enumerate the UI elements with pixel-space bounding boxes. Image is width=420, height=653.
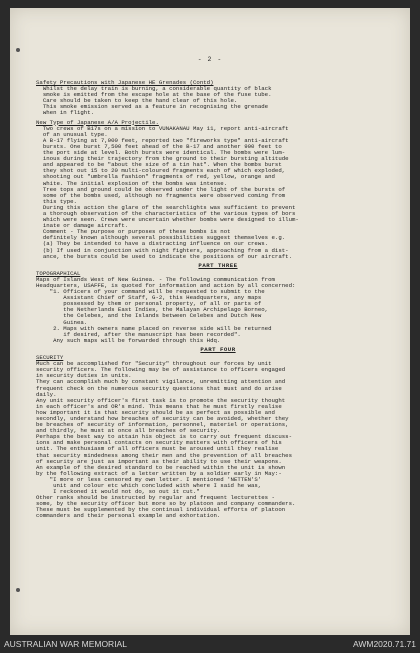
text-line: "I more or less censored my own letter. I mentioned 'NETTEN'S' <box>36 476 262 483</box>
punch-hole <box>16 588 20 592</box>
text-line: Perhaps the best way to attain his object is to carry out frequent discuss- <box>36 434 292 441</box>
text-line: white. The initial explosion of the bombs was intense. <box>36 180 228 187</box>
text-line: definitely known although several possibilities suggest themselves e.g. <box>36 235 286 242</box>
text-line: Headquarters, USAFFE, is quoted for information and action by all concerned: <box>36 283 296 289</box>
text-line: Care should be taken to keep the hand clear of this hole. <box>36 98 238 105</box>
footer-reference: AWM2020.71.71 <box>353 639 416 649</box>
text-line: in each officer's and OR's mind. This means that he must firstly realise <box>36 403 282 410</box>
text-line: secondly, understand how breaches of security can be avoided, whether they <box>36 415 289 422</box>
text-line: Much can be accomplished for "Security" throughout our forces by unit <box>36 361 272 368</box>
text-line: the Celebes, and the Islands between Celebes and Dutch New <box>36 313 262 320</box>
grenade-safety-section <box>36 80 400 117</box>
text-line: frequent check on the numerous security questions that must and do arise <box>36 385 282 392</box>
text-line: be breaches of security of information, personnel, materiel or operations, <box>36 422 289 429</box>
text-line: they shot out 15 to 20 multi-coloured fragments each of which exploded, <box>36 168 286 175</box>
text-line: ions and make personal contacts on security matters with officers of his <box>36 440 282 447</box>
section-title: TOPOGRAPHICAL <box>36 270 81 277</box>
text-line: A B-17 flying at 7,000 feet, reported two "fireworks type" anti-aircraft <box>36 137 289 144</box>
text-line: some of the bombs used, although no fragments were observed coming from <box>36 192 286 199</box>
text-line: when in flight. <box>36 110 95 117</box>
text-line: bursts. One burst 7,500 feet ahead of the B-17 and another 900 feet to <box>36 143 282 150</box>
text-line: Guinea. <box>36 319 88 326</box>
text-line: Comment - The purpose or purposes of these bombs is not <box>36 229 231 236</box>
text-line: inous during their trajectory from the ground to their bursting altitude <box>36 156 289 163</box>
text-line: in security duties in units. <box>36 373 132 380</box>
text-line: inate or damage aircraft. <box>36 223 129 230</box>
text-line: this type. <box>36 198 77 205</box>
text-line: by the following extract of a letter written by a soldier early in May:- <box>36 470 282 477</box>
text-line: "1. Officers of your command will be requested to submit to the <box>36 289 265 296</box>
document-page <box>10 8 410 635</box>
text-line: which were seen. Crews were uncertain whether bombs were designed to illum- <box>36 217 299 224</box>
text-line: unit. The enthusiasm of all officers must be aroused until they realise <box>36 446 279 453</box>
text-line: This smoke emission served as a feature in recognising the grenade <box>36 104 269 111</box>
text-line: and appeared to be "about the size of a tin hat". When the bombs burst <box>36 162 282 169</box>
text-line: how important it is that security should be as perfect as possible and <box>36 409 275 416</box>
text-line: the Netherlands East Indies, the Malayan Archipelago Borneo, <box>36 307 269 314</box>
section-title: New Type of Japanese A/A Projectile. <box>36 119 159 126</box>
text-line: An example of the desired standard to be reached within the unit is shown <box>36 464 286 471</box>
text-line: some, by the security officer but more so by platoon and company commanders. <box>36 501 296 508</box>
text-line: shooting out "umbrella fashion" fragments of red, yellow, orange and <box>36 174 275 181</box>
section-title: SECURITY <box>36 355 64 362</box>
text-line: smoke is emitted from the escape hole at the base of the fuse tube. <box>36 92 272 99</box>
text-line: the port side at level. Both bursts were identical. The bombs were lum- <box>36 150 286 157</box>
security-section <box>36 355 400 520</box>
text-line: (a) They be intended to have a distracting influence on our crews. <box>36 241 269 248</box>
text-line: possessed by them or personal property, of all or parts of <box>36 301 262 308</box>
text-line: commanders and their personal example and exhortation. <box>36 513 221 520</box>
text-line: Two crews of B17s on a mission to VUNAKANAU May 11, report anti-aircraft <box>36 125 289 132</box>
text-line: Whilst the delay train is burning, a considerable quantity of black <box>36 86 272 93</box>
text-line: I reckoned it would not do, so out it cut." <box>36 489 200 496</box>
text-line: a thorough observation of the characteristics of the various types of bors <box>36 210 296 217</box>
text-line: Tree tops and ground could be observed under the light of the bursts of <box>36 186 286 193</box>
text-line: Any unit security officer's first task is to promote the security thought <box>36 397 286 404</box>
aa-projectile-section <box>36 120 400 260</box>
text-line: that security mindedness among their men and the prevention of all breaches <box>36 452 292 459</box>
text-line: Maps of Islands West of New Guinea. - The following communication from <box>36 276 275 283</box>
archive-footer <box>0 635 420 653</box>
text-line: Any such maps will be forwarded through this Hdq. <box>36 337 221 344</box>
page-number: - 2 - <box>197 56 223 63</box>
part-three-heading: PART THREE <box>198 261 238 269</box>
text-line: daily. <box>36 391 57 398</box>
text-line: 2. Maps with owners name placed on reverse side will be returned <box>36 325 272 332</box>
text-line: During this action the glare of the searchlights was sufficient to prevent <box>36 204 296 211</box>
text-line: Other ranks should be instructed by regular and frequent lecturettes - <box>36 495 275 502</box>
footer-institution: AUSTRALIAN WAR MEMORIAL <box>4 639 127 649</box>
text-line: and thirdly, he must at once all breaches of security. <box>36 428 221 435</box>
section-title: Safety Precautions with Japanese HE Grenades (Contd) <box>36 80 214 86</box>
text-line: security officers. The following may be of assistance to officers engaged <box>36 367 286 374</box>
text-line: They can accomplish much by constant vigilance, unremitting attention and <box>36 379 286 386</box>
text-line: Assistant Chief of Staff, G-2, this Headquarters, any maps <box>36 295 262 302</box>
punch-hole <box>16 48 20 52</box>
document-body <box>36 80 400 520</box>
topographical-section <box>36 271 400 344</box>
text-line: These must be supplemented by the continual individual efforts of platoon <box>36 507 286 514</box>
text-line: of an unusual type. <box>36 131 108 138</box>
text-line: of security are just as important as their ability to use their weapons. <box>36 458 282 465</box>
text-line: (b) If used in conjunction with night fighters, approaching from a dist- <box>36 247 289 254</box>
part-four-heading: PART FOUR <box>200 345 236 353</box>
text-line: unit and colour etc which concluded with where I said he was, <box>36 483 262 489</box>
text-line: ance, the bursts could be used to indicate the positions of our aircraft. <box>36 253 292 260</box>
text-line: if desired, after the manuscript has been recorded". <box>36 331 241 338</box>
